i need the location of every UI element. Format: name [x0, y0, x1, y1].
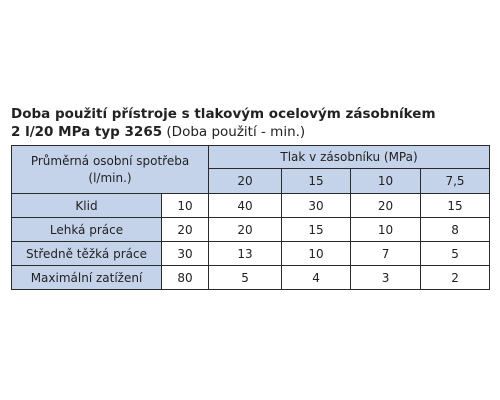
time-value: 7 [351, 242, 421, 266]
time-value: 5 [421, 242, 490, 266]
pressure-header: Tlak v zásobníku (MPa) [209, 146, 490, 169]
table-row [12, 242, 490, 266]
pressure-value-header: 15 [282, 169, 351, 194]
pressure-value-header: 20 [209, 169, 282, 194]
title-line-2-bold-text: 2 l/20 MPa typ 3265 [11, 124, 163, 140]
title-line-1-text: Doba použití přístroje s tlakovým ocelovým zásobníkem [11, 106, 436, 122]
activity-label: Středně těžká práce [12, 242, 162, 266]
header-row-1 [12, 146, 490, 169]
time-value: 10 [351, 218, 421, 242]
activity-label: Maximální zatížení [12, 266, 162, 290]
pressure-value-header: 10 [351, 169, 421, 194]
consumption-value: 20 [162, 218, 209, 242]
time-value: 3 [351, 266, 421, 290]
title-line-2-normal-text: (Doba použití - min.) [162, 124, 306, 140]
consumption-value: 30 [162, 242, 209, 266]
time-value: 2 [421, 266, 490, 290]
time-value: 20 [351, 194, 421, 218]
table-row [12, 194, 490, 218]
time-value: 10 [282, 242, 351, 266]
consumption-value: 10 [162, 194, 209, 218]
time-value: 20 [209, 218, 282, 242]
consumption-header: Průměrná osobní spotřeba (l/min.) [12, 146, 209, 194]
time-value: 4 [282, 266, 351, 290]
title-line-2 [11, 123, 491, 141]
table-row [12, 266, 490, 290]
time-value: 15 [282, 218, 351, 242]
time-value: 30 [282, 194, 351, 218]
title-line-1 [11, 105, 491, 123]
usage-time-table [11, 145, 490, 290]
time-value: 40 [209, 194, 282, 218]
time-value: 15 [421, 194, 490, 218]
time-value: 13 [209, 242, 282, 266]
time-value: 8 [421, 218, 490, 242]
activity-label: Lehká práce [12, 218, 162, 242]
time-value: 5 [209, 266, 282, 290]
pressure-value-header: 7,5 [421, 169, 490, 194]
activity-label: Klid [12, 194, 162, 218]
table-row [12, 218, 490, 242]
consumption-value: 80 [162, 266, 209, 290]
table-title [11, 105, 491, 141]
